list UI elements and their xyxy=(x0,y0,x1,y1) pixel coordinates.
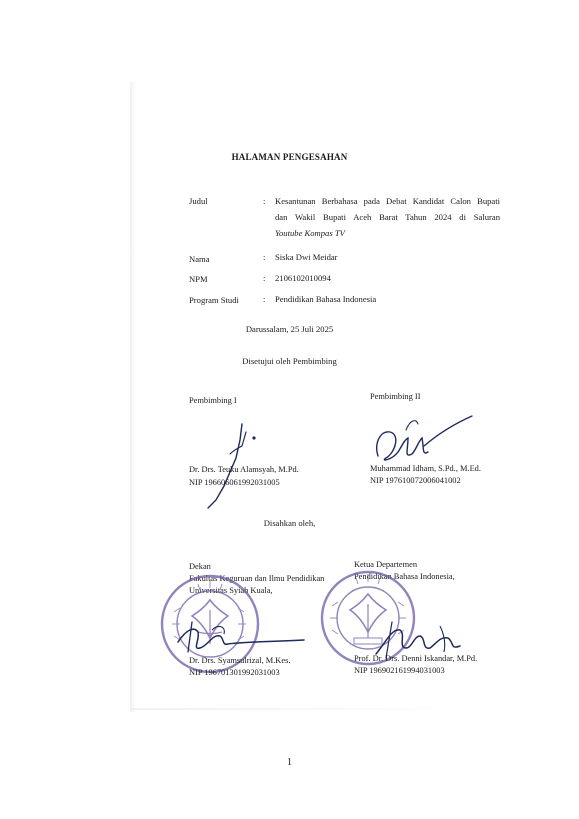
dean-nip: NIP 196701301992031003 xyxy=(189,668,280,677)
colon-prodi: : xyxy=(263,294,266,304)
field-label-nama: Nama xyxy=(189,254,210,264)
field-value-npm: 2106102010094 xyxy=(275,273,331,283)
field-value-prodi: Pendidikan Bahasa Indonesia xyxy=(275,294,377,304)
field-label-npm: NPM xyxy=(189,274,208,284)
head-role: Ketua Departemen xyxy=(354,560,418,569)
scan-shadow-left xyxy=(130,82,136,712)
advisor2-nip: NIP 197610072006041002 xyxy=(370,476,461,485)
head-name: Prof. Dr. Drs. Denni Iskandar, M.Pd. xyxy=(354,654,478,663)
judul-line-2: dan Wakil Bupati Aceh Barat Tahun 2024 di Saluran xyxy=(275,212,500,222)
dean-name: Dr. Drs. Syamsulrizal, M.Kes. xyxy=(189,656,291,665)
dean-signature xyxy=(172,612,312,658)
dean-faculty: Fakultas Keguruan dan Ilmu Pendidikan xyxy=(189,574,325,583)
approved-by: Disetujui oleh Pembimbing xyxy=(242,356,337,366)
advisor2-signature xyxy=(368,408,478,470)
advisor2-name: Muhammad Idham, S.Pd., M.Ed. xyxy=(370,464,481,473)
advisor1-nip: NIP 196606061992031005 xyxy=(189,478,280,487)
advisor1-heading: Pembimbing I xyxy=(189,396,237,405)
colon-nama: : xyxy=(263,252,266,262)
judul-line-1: Kesantunan Berbahasa pada Debat Kandidat Calon Bupati xyxy=(275,196,500,206)
ratified-by: Disahkan oleh, xyxy=(263,518,316,528)
advisor2-heading: Pembimbing II xyxy=(370,392,421,401)
advisor1-name: Dr. Drs. Teuku Alamsyah, M.Pd. xyxy=(189,465,299,474)
field-label-prodi: Program Studi xyxy=(189,295,239,305)
page-title: HALAMAN PENGESAHAN xyxy=(231,152,348,162)
dean-role: Dekan xyxy=(189,562,211,571)
advisor1-signature xyxy=(190,410,280,510)
colon-judul: : xyxy=(263,196,266,206)
page-number: 1 xyxy=(287,757,292,768)
head-nip: NIP 196902161994031003 xyxy=(354,666,445,675)
field-label-judul: Judul xyxy=(189,196,208,206)
dean-university: Universitas Syiah Kuala, xyxy=(189,586,273,595)
place-date: Darussalam, 25 Juli 2025 xyxy=(245,324,334,334)
judul-line-3: Youtube Kompas TV xyxy=(275,228,345,238)
field-value-nama: Siska Dwi Meidar xyxy=(275,252,338,262)
scan-shadow-bottom xyxy=(130,708,470,710)
head-department: Pendidikan Bahasa Indonesia, xyxy=(354,572,455,581)
colon-npm: : xyxy=(263,273,266,283)
